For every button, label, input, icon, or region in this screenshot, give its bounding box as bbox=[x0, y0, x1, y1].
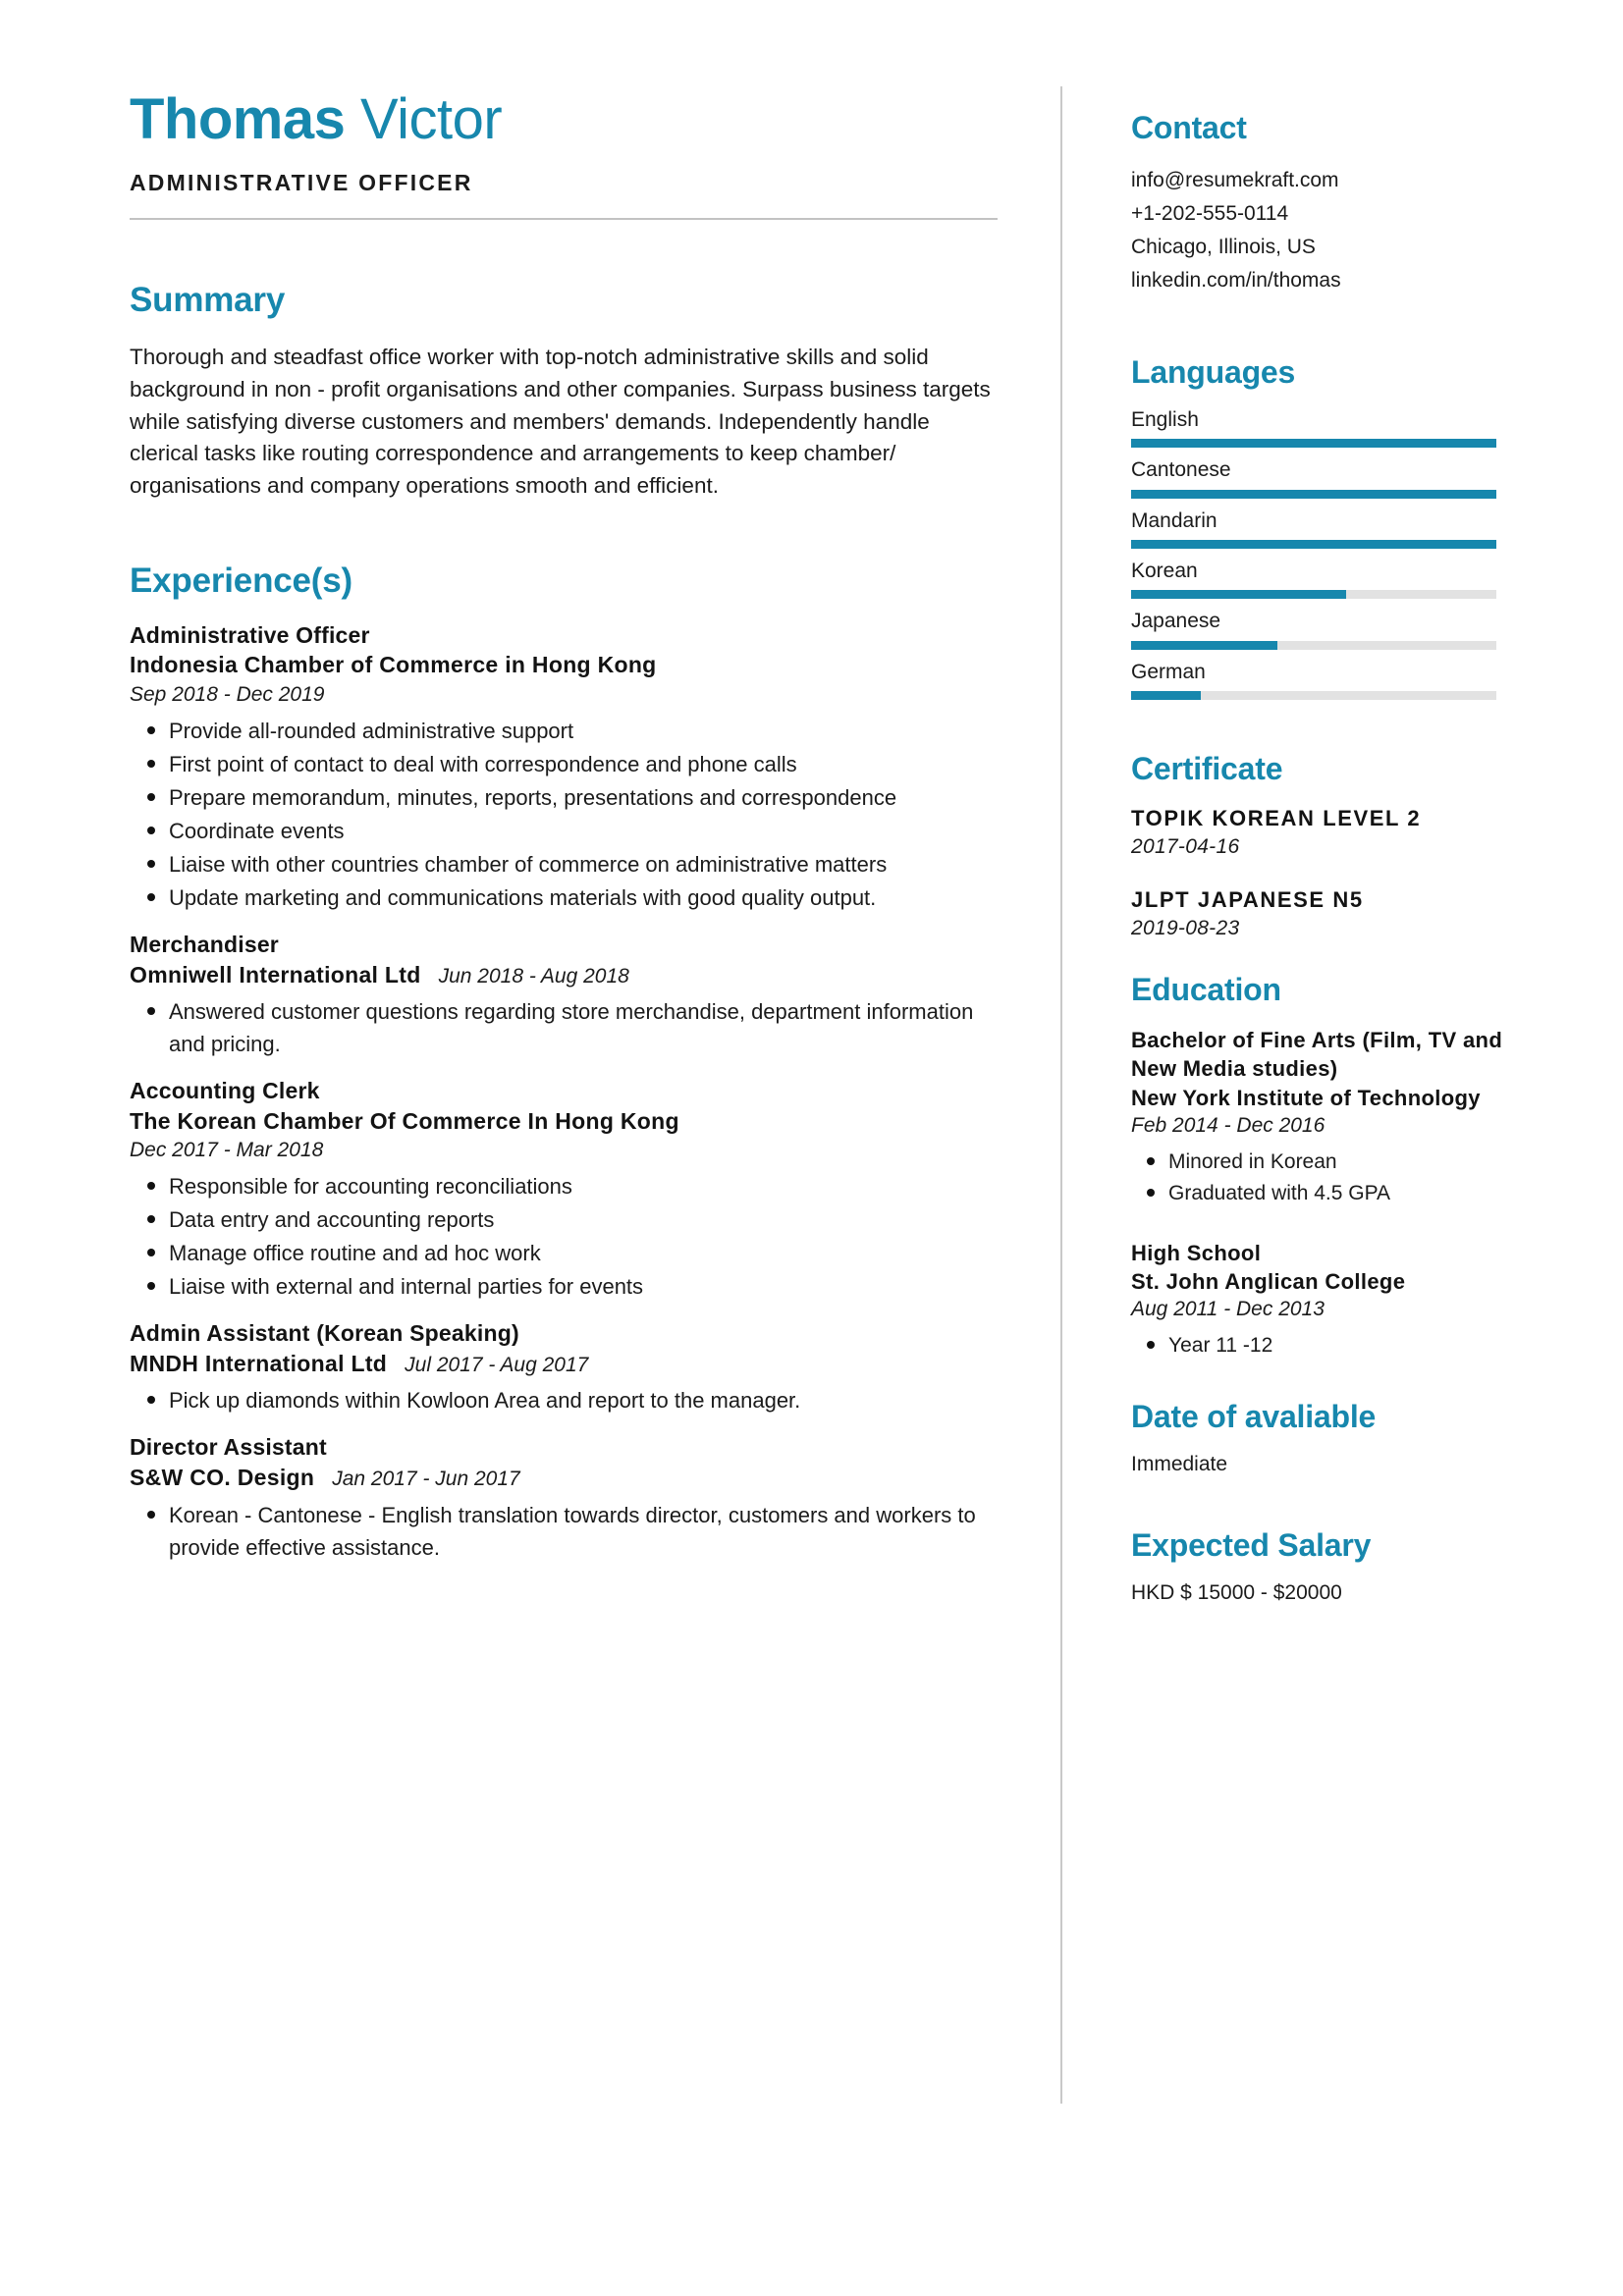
language-row bbox=[1131, 659, 1504, 700]
list-item: Minored in Korean bbox=[1131, 1147, 1504, 1178]
list-item: Update marketing and communications materials with good quality output. bbox=[130, 881, 1013, 914]
language-level-fill bbox=[1131, 490, 1496, 499]
education-degree: High School bbox=[1131, 1240, 1262, 1265]
contact-section bbox=[1131, 110, 1504, 297]
list-item: Graduated with 4.5 GPA bbox=[1131, 1178, 1504, 1209]
language-level-fill bbox=[1131, 540, 1496, 549]
list-item: First point of contact to deal with correspondence and phone calls bbox=[130, 748, 1013, 780]
experience-role: Director Assistant bbox=[130, 1434, 327, 1461]
list-item: Provide all-rounded administrative support bbox=[130, 715, 1013, 747]
list-item: Year 11 -12 bbox=[1131, 1330, 1504, 1362]
education-dates: Aug 2011 - Dec 2013 bbox=[1131, 1298, 1325, 1321]
summary-heading: Summary bbox=[130, 280, 286, 319]
education-bullets bbox=[1131, 1147, 1504, 1209]
education-dates: Feb 2014 - Dec 2016 bbox=[1131, 1113, 1325, 1137]
education-item bbox=[1131, 1239, 1504, 1362]
column-divider bbox=[1060, 86, 1062, 2104]
language-level-bar bbox=[1131, 691, 1496, 700]
certificate-item bbox=[1131, 805, 1504, 861]
list-item: Pick up diamonds within Kowloon Area and report to the manager. bbox=[130, 1384, 1013, 1416]
experience-company-row bbox=[130, 650, 1013, 679]
list-item: Liaise with other countries chamber of commerce on administrative matters bbox=[130, 848, 1013, 881]
salary-section bbox=[1131, 1527, 1504, 1605]
list-item: Liaise with external and internal parties for events bbox=[130, 1270, 1013, 1303]
language-level-fill bbox=[1131, 590, 1346, 599]
list-item: Korean - Cantonese - English translation towards director, customers and workers to provide effective assistance. bbox=[130, 1499, 1013, 1564]
certificate-heading: Certificate bbox=[1131, 751, 1283, 787]
experience-company: The Korean Chamber Of Commerce In Hong Kong bbox=[130, 1107, 679, 1134]
experience-company: S&W CO. Design bbox=[130, 1464, 315, 1490]
experience-item bbox=[130, 1318, 1013, 1416]
experience-role: Admin Assistant (Korean Speaking) bbox=[130, 1320, 519, 1347]
list-item: Manage office routine and ad hoc work bbox=[130, 1237, 1013, 1269]
language-level-fill bbox=[1131, 641, 1277, 650]
languages-heading: Languages bbox=[1131, 354, 1296, 391]
last-name: Victor bbox=[360, 87, 503, 151]
candidate-name bbox=[130, 87, 1013, 151]
experience-item bbox=[130, 1076, 1013, 1303]
contact-location: Chicago, Illinois, US bbox=[1131, 236, 1316, 259]
experience-role: Administrative Officer bbox=[130, 622, 370, 649]
experience-company: Indonesia Chamber of Commerce in Hong Kong bbox=[130, 652, 657, 678]
experience-company-row bbox=[130, 960, 1013, 990]
experience-bullets bbox=[130, 1384, 1013, 1416]
experience-role: Merchandiser bbox=[130, 932, 279, 958]
certificate-date: 2019-08-23 bbox=[1131, 916, 1240, 939]
summary-text: Thorough and steadfast office worker with top-notch administrative skills and solid background in non - profit organisations and other companies. Surpass business targets while satisfying diverse customers and members' demands. Independently handle clerical tasks like routing correspondence and arrangements to keep chamber/ organisations and company operations smooth and efficient. bbox=[130, 344, 991, 499]
right-column bbox=[1131, 110, 1504, 1605]
experience-bullets bbox=[130, 1170, 1013, 1303]
language-level-bar bbox=[1131, 590, 1496, 599]
language-row bbox=[1131, 456, 1504, 498]
contact-linkedin[interactable]: linkedin.com/in/thomas bbox=[1131, 269, 1341, 293]
experience-company-row bbox=[130, 1349, 1013, 1379]
language-name: Japanese bbox=[1131, 610, 1221, 633]
education-list bbox=[1131, 1026, 1504, 1362]
availability-section bbox=[1131, 1399, 1504, 1476]
certificate-item bbox=[1131, 886, 1504, 942]
contact-list bbox=[1131, 164, 1504, 297]
language-name: Cantonese bbox=[1131, 458, 1231, 482]
header-divider bbox=[130, 218, 998, 220]
list-item: Coordinate events bbox=[130, 815, 1013, 847]
experience-company-row bbox=[130, 1463, 1013, 1493]
certificate-list bbox=[1131, 805, 1504, 942]
experience-company: MNDH International Ltd bbox=[130, 1350, 388, 1376]
education-school: St. John Anglican College bbox=[1131, 1268, 1406, 1294]
language-level-bar bbox=[1131, 540, 1496, 549]
availability-heading: Date of avaliable bbox=[1131, 1398, 1377, 1434]
experience-dates: Jan 2017 - Jun 2017 bbox=[332, 1467, 520, 1490]
experience-dates: Dec 2017 - Mar 2018 bbox=[130, 1139, 324, 1162]
list-item: Data entry and accounting reports bbox=[130, 1203, 1013, 1236]
language-name: English bbox=[1131, 408, 1199, 432]
education-school: New York Institute of Technology bbox=[1131, 1085, 1481, 1110]
first-name: Thomas bbox=[130, 87, 346, 151]
languages-list bbox=[1131, 406, 1504, 700]
language-level-bar bbox=[1131, 641, 1496, 650]
language-row bbox=[1131, 558, 1504, 599]
education-item bbox=[1131, 1026, 1504, 1209]
list-item: Responsible for accounting reconciliations bbox=[130, 1170, 1013, 1202]
experience-role: Accounting Clerk bbox=[130, 1078, 320, 1104]
contact-heading: Contact bbox=[1131, 110, 1247, 145]
language-row bbox=[1131, 608, 1504, 649]
salary-value: HKD $ 15000 - $20000 bbox=[1131, 1580, 1342, 1604]
experience-item bbox=[130, 930, 1013, 1060]
experience-item bbox=[130, 620, 1013, 914]
experience-dates: Jul 2017 - Aug 2017 bbox=[405, 1353, 589, 1376]
list-item: Prepare memorandum, minutes, reports, presentations and correspondence bbox=[130, 781, 1013, 814]
certificate-section bbox=[1131, 751, 1504, 942]
summary-section bbox=[130, 281, 1013, 503]
languages-section bbox=[1131, 354, 1504, 700]
language-level-bar bbox=[1131, 439, 1496, 448]
language-name: Mandarin bbox=[1131, 508, 1217, 532]
certificate-name: TOPIK KOREAN LEVEL 2 bbox=[1131, 806, 1422, 831]
education-bullets bbox=[1131, 1330, 1504, 1362]
language-row bbox=[1131, 507, 1504, 549]
education-heading: Education bbox=[1131, 972, 1281, 1007]
experience-dates: Sep 2018 - Dec 2019 bbox=[130, 682, 325, 706]
experience-heading: Experience(s) bbox=[130, 561, 352, 601]
experience-list bbox=[130, 620, 1013, 1563]
candidate-job-title: ADMINISTRATIVE OFFICER bbox=[130, 169, 473, 195]
experience-item bbox=[130, 1432, 1013, 1563]
experience-company-row bbox=[130, 1106, 1013, 1136]
certificate-name: JLPT JAPANESE N5 bbox=[1131, 887, 1364, 913]
education-degree: Bachelor of Fine Arts (Film, TV and New Media studies) bbox=[1131, 1028, 1503, 1082]
language-level-fill bbox=[1131, 439, 1496, 448]
education-section bbox=[1131, 972, 1504, 1362]
experience-company: Omniwell International Ltd bbox=[130, 961, 421, 988]
list-item: Answered customer questions regarding store merchandise, department information and pricing. bbox=[130, 995, 1013, 1060]
experience-section bbox=[130, 561, 1013, 1563]
availability-value: Immediate bbox=[1131, 1452, 1228, 1475]
contact-phone[interactable]: +1-202-555-0114 bbox=[1131, 202, 1289, 226]
certificate-date: 2017-04-16 bbox=[1131, 834, 1240, 858]
language-name: German bbox=[1131, 660, 1206, 683]
experience-bullets bbox=[130, 715, 1013, 914]
experience-bullets bbox=[130, 995, 1013, 1060]
language-level-fill bbox=[1131, 691, 1201, 700]
language-name: Korean bbox=[1131, 560, 1198, 583]
salary-heading: Expected Salary bbox=[1131, 1526, 1372, 1563]
experience-dates: Jun 2018 - Aug 2018 bbox=[438, 964, 629, 988]
experience-bullets bbox=[130, 1499, 1013, 1564]
language-row bbox=[1131, 406, 1504, 448]
contact-email[interactable]: info@resumekraft.com bbox=[1131, 169, 1339, 191]
left-column bbox=[130, 87, 1013, 1568]
language-level-bar bbox=[1131, 490, 1496, 499]
